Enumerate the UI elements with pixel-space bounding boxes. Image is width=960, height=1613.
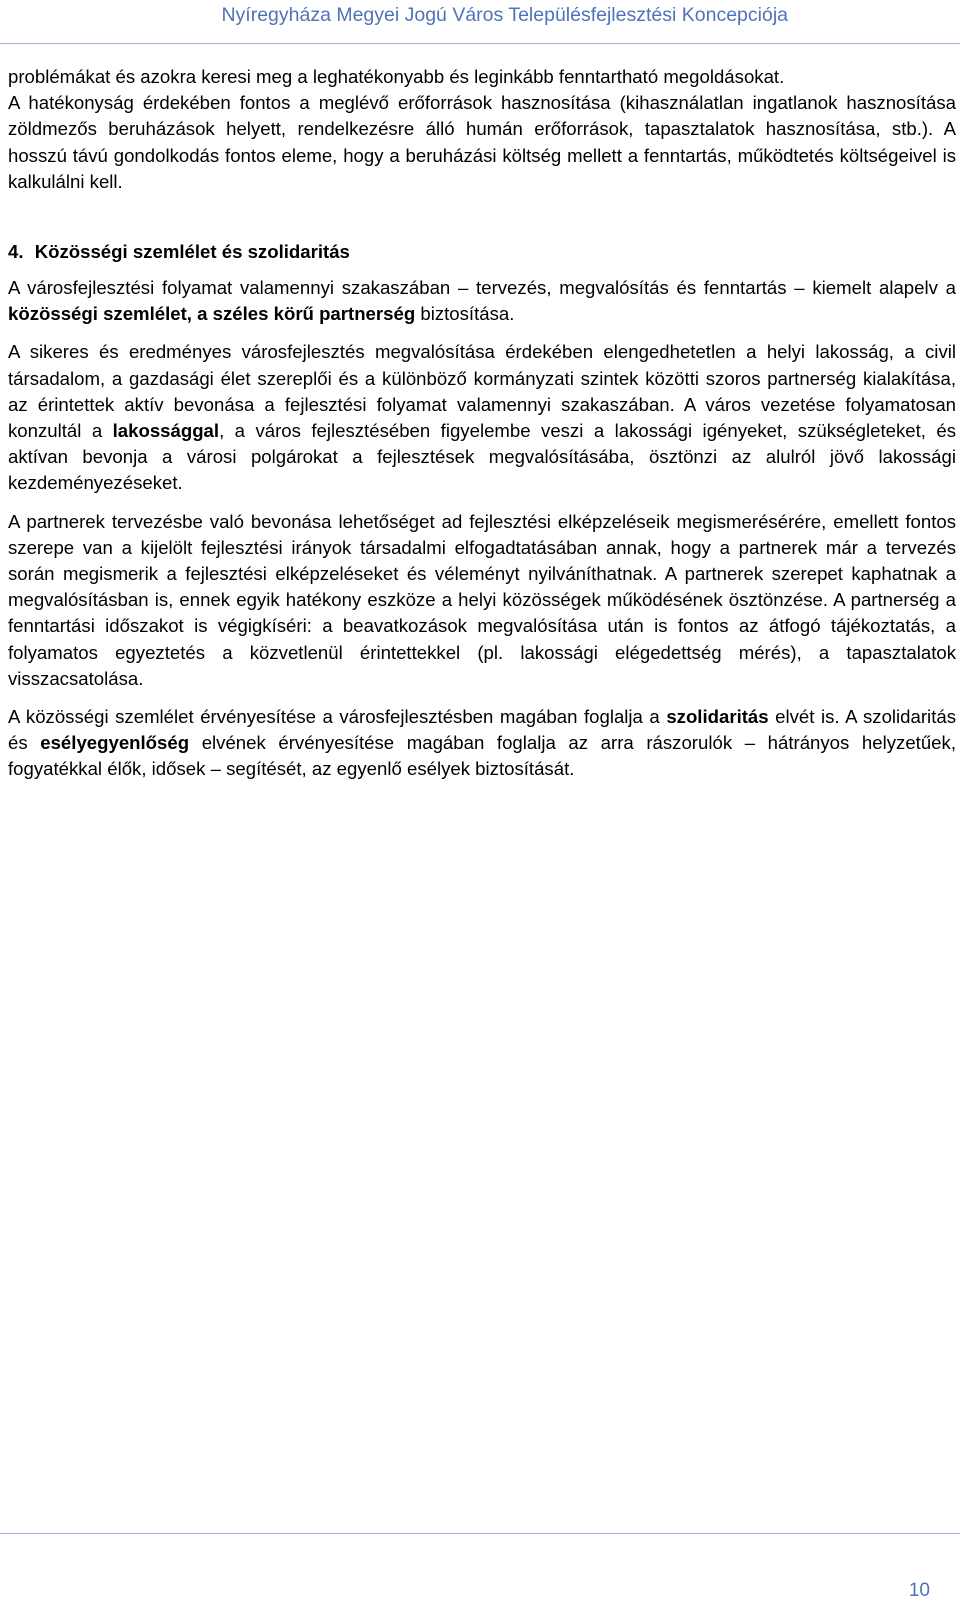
emphasis-text: lakossággal (112, 420, 220, 442)
text-run: elvének érvényesítése magában foglalja az arra rászorulók – hátrányos helyzetűek, fogyatékkal élők, idősek – segítését, az egyenlő esélyek biztosítását. (8, 732, 956, 780)
paragraph-partners-planning: A partnerek tervezésbe való bevonása lehetőséget ad fejlesztési elképzeléseik megismerésérére, emellett fontos szerepe van a kijelölt fejlesztési irányok társadalmi elfogadtatásában annak, hogy a partnerek már a tervezés során megismerik a fejlesztési elképzeléseket és véleményt nyilváníthatnak. A partnerek szerepet kaphatnak a megvalósításban is, ennek egyik hatékony eszköze a helyi közösségek működésének ösztönzése. A partnerség a fenntartási időszakot is végigkíséri: a beavatkozások megvalósítása után is fontos az átfogó tájékoztatás, a folyamatos egyeztetés a közvetlenül érintettekkel (pl. lakossági elégedettség mérés), a tapasztalatok visszacsatolása. (8, 510, 956, 689)
paragraph-efficiency: A hatékonyság érdekében fontos a meglévő erőforrások hasznosítása (kihasználatlan ingatlanok hasznosítása zöldmezős beruházások helyett, rendelkezésre álló humán erőforrások, tapasztalatok hasznosítása, stb.). A hosszú távú gondolkodás fontos eleme, hogy a beruházási költség mellett a fenntartás, működtetés költségeivel is kalkulálni kell. (8, 92, 956, 192)
text-run: A közösségi szemlélet érvényesítése a városfejlesztésben magában foglalja a (8, 706, 667, 728)
paragraph-continuation: problémákat és azokra keresi meg a leghatékonyabb és leginkább fenntartható megoldásokat. (8, 66, 785, 87)
text-run: biztosítása. (415, 303, 515, 325)
emphasis-text: közösségi szemlélet, a széles körű partnerség (8, 303, 416, 325)
paragraph-principle (8, 275, 956, 327)
paragraph-partnership (8, 339, 956, 496)
document-title: Nyíregyháza Megyei Jogú Város Településfejlesztési Koncepciója (221, 4, 788, 26)
section-number: 4. (8, 241, 24, 263)
page-number: 10 (908, 1580, 930, 1601)
emphasis-text: esélyegyenlőség (40, 732, 190, 754)
page-header (0, 0, 960, 44)
page-footer (0, 1533, 960, 1613)
section-title: Közösségi szemlélet és szolidaritás (34, 241, 350, 263)
text-run: A sikeres és eredményes városfejlesztés megvalósítása érdekében elengedhetetlen a helyi lakosság, a civil társadalom, a gazdasági élet szereplői és a különböző kormányzati szintek közötti szoros partnerség kialakítása, az érintettek aktív bevonása a fejlesztési folyamat valamennyi szakaszában. A város vezetése folyamatosan konzultál a (8, 341, 956, 442)
document-body (8, 64, 956, 783)
section-heading (8, 239, 956, 265)
text-run: elvét is. A szolidaritás és (8, 706, 956, 754)
emphasis-text: szolidaritás (666, 706, 769, 728)
paragraph-solidarity (8, 704, 956, 783)
text-run: , a város fejlesztésében figyelembe veszi a lakossági igényeket, szükségleteket, és aktívan bevonja a városi polgárokat a fejlesztések megvalósításába, ösztönzi az alulról jövő lakossági kezdeményezéseket. (8, 420, 956, 494)
text-run: A városfejlesztési folyamat valamennyi szakaszában – tervezés, megvalósítás és fenntartás – kiemelt alapelv a (8, 277, 956, 299)
